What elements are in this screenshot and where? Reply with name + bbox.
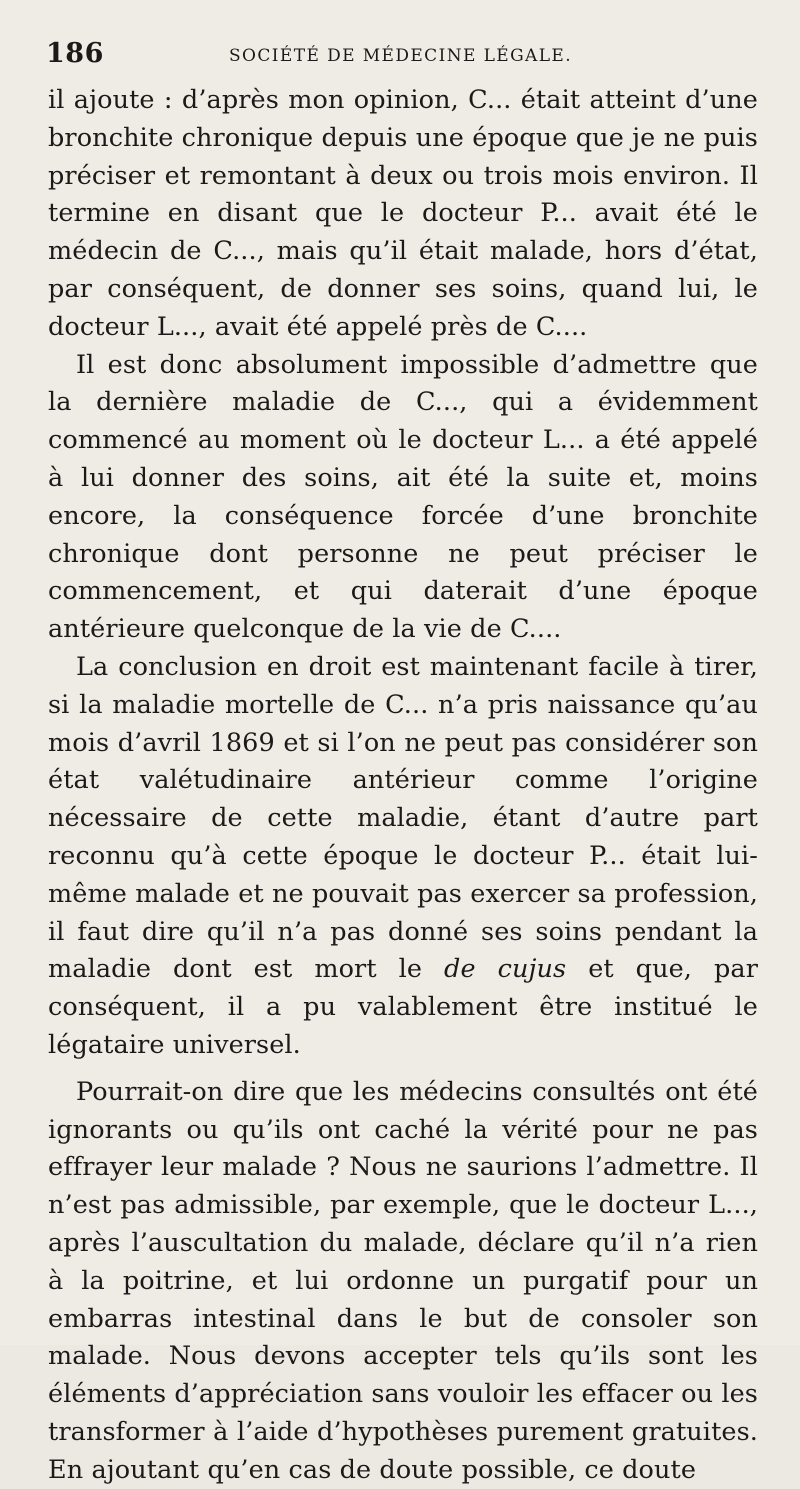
- paragraph-admettre: Il est donc absolument impossible d’admettre que la dernière maladie de C..., qui a évidemment commencé au moment où le docteur L... a été appelé à lui donner des soins, ait été la suite et, moins encore, la conséquence forcée d’une bronchite chronique dont personne ne peut préciser le commencement, et qui daterait d’une époque antérieure quelconque de la vie de C....: [48, 349, 758, 645]
- paragraph-continuation: il ajoute : d’après mon opinion, C... était atteint d’une bronchite chronique depuis une époque que je ne puis préciser et remontant à deux ou trois mois environ. Il termine en disant que le docteur P... avait été le médecin de C..., mais qu’il était malade, hors d’état, par conséquent, de donner ses soins, quand lui, le docteur L..., avait été appelé près de C....: [48, 85, 758, 342]
- paragraph-conclusion-text: La conclusion en droit est maintenant facile à tirer, si la maladie mortelle de C... n’a pris naissance qu’au mois d’avril 1869 et si l’on ne peut pas considérer son état valétudinaire antérieur comme l’origine nécessaire de cette maladie, étant d’autre part reconnu qu’à cette époque le docteur P... était lui-même malade et ne pouvait pas exercer sa profession, il faut dire qu’il n’a pas donné ses soins pendant la maladie dont est mort le: [48, 651, 758, 985]
- page-header: [46, 38, 760, 72]
- paragraph-conclusion: [48, 649, 758, 1065]
- body-text: [48, 82, 758, 1489]
- running-title: SOCIÉTÉ DE MÉDECINE LÉGALE.: [229, 46, 573, 66]
- paragraph-conclusion-end: et que, par conséquent, il a pu valablement être institué le légataire universel.: [48, 954, 758, 1060]
- emphasis-de-cujus: de cujus: [444, 954, 567, 985]
- page-number: 186: [46, 38, 104, 69]
- paragraph-medecins: Pourrait-on dire que les médecins consultés ont été ignorants ou qu’ils ont caché la vérité pour ne pas effrayer leur malade ? Nous ne saurions l’admettre. Il n’est pas admissible, par exemple, que le docteur L..., après l’auscultation du malade, déclare qu’il n’a rien à la poitrine, et lui ordonne un purgatif pour un embarras intestinal dans le but de consoler son malade. Nous devons accepter tels qu’ils sont les éléments d’appréciation sans vouloir les effacer ou les transformer à l’aide d’hypothèses purement gratuites. En ajoutant qu’en cas de doute possible, ce doute: [48, 1076, 758, 1485]
